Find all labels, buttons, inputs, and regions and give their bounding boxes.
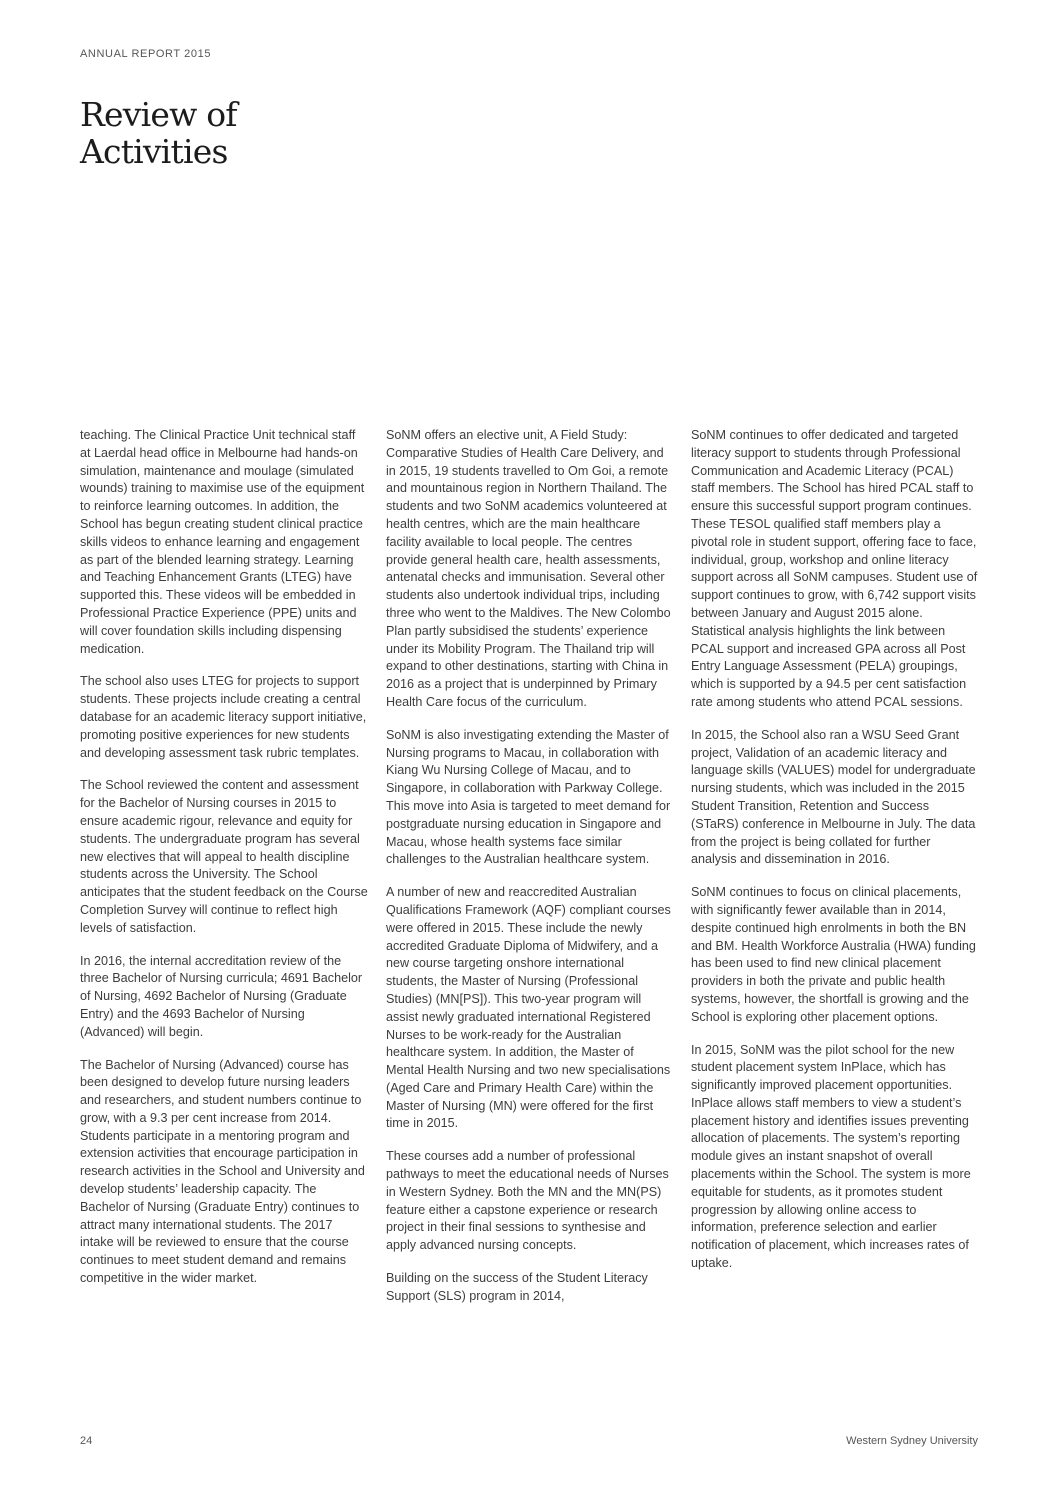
text-column-3 <box>691 427 979 1288</box>
page-title-line-2: Activities <box>80 132 228 171</box>
running-head: ANNUAL REPORT 2015 <box>80 48 212 60</box>
paragraph: A number of new and reaccredited Australian Qualifications Framework (AQF) compliant courses were offered in 2015. These include the newly accredited Graduate Diploma of Midwifery, and a new course targeting onshore international students, the Master of Nursing (Professional Studies) (MN[PS]). This two-year program will assist newly graduated international Registered Nurses to be work-ready for the Australian healthcare system. In addition, the Master of Mental Health Nursing and two new specialisations (Aged Care and Primary Health Care) within the Master of Nursing (MN) were offered for the first time in 2015. <box>386 885 671 1131</box>
paragraph: SoNM offers an elective unit, A Field Study: Comparative Studies of Health Care Delivery, and in 2015, 19 students travelled to Om Goi, a remote and mountainous region in Northern Thailand. The students and two SoNM academics volunteered at health centres, which are the main healthcare facility available to local people. The centres provide general health care, health assessments, antenatal checks and immunisation. Several other students also undertook individual trips, including three who went to the Maldives. The New Colombo Plan partly subsidised the students’ experience under its Mobility Program. The Thailand trip will expand to other destinations, starting with China in 2016 as a project that is underpinned by Primary Health Care focus of the curriculum. <box>386 428 671 709</box>
paragraph: SoNM is also investigating extending the Master of Nursing programs to Macau, in collaboration with Kiang Wu Nursing College of Macau, and to Singapore, in collaboration with Parkway College. This move into Asia is targeted to meet demand for postgraduate nursing education in Singapore and Macau, whose health systems face similar challenges to the Australian healthcare system. <box>386 727 671 867</box>
page-number: 24 <box>80 1435 93 1447</box>
publisher-name: Western Sydney University <box>846 1435 978 1447</box>
paragraph: In 2015, SoNM was the pilot school for the new student placement system InPlace, which has significantly improved placement opportunities. InPlace allows staff members to view a student’s placement history and identifies issues preventing allocation of placements. The system’s reporting module gives an instant snapshot of overall placements within the School. The system is more equitable for students, as it promotes student progression by allowing online access to information, preference selection and earlier notification of placement, which increases rates of uptake. <box>691 1042 971 1271</box>
paragraph: These courses add a number of professional pathways to meet the educational needs of Nurses in Western Sydney. Both the MN and the MN(PS) feature either a capstone experience or research project in their final sessions to synthesise and apply advanced nursing concepts. <box>386 1149 669 1253</box>
paragraph: SoNM continues to focus on clinical placements, with significantly fewer available than in 2014, despite continued high enrolments in both the BN and BM. Health Workforce Australia (HWA) funding has been used to find new clinical placement providers in both the private and public health systems, however, the shortfall is growing and the School is exploring other placement options. <box>691 885 976 1024</box>
paragraph: In 2015, the School also ran a WSU Seed Grant project, Validation of an academic literacy and language skills (VALUES) model for undergraduate nursing students, which was included in the 2015 Student Transition, Retention and Success (STaRS) conference in Melbourne in July. The data from the project is being collated for further analysis and dissemination in 2016. <box>691 727 976 867</box>
paragraph: SoNM continues to offer dedicated and targeted literacy support to students through Professional Communication and Academic Literacy (PCAL) staff members. The School has hired PCAL staff to ensure this successful support program continues. These TESOL qualified staff members play a pivotal role in student support, offering face to face, individual, group, workshop and online literacy support across all SoNM campuses. Student use of support continues to grow, with 6,742 support visits between January and August 2015 alone. Statistical analysis highlights the link between PCAL support and increased GPA across all Post Entry Language Assessment (PELA) groupings, which is supported by a 94.5 per cent satisfaction rate among students who attend PCAL sessions. <box>691 428 978 709</box>
paragraph: The School reviewed the content and assessment for the Bachelor of Nursing courses in 2015 to ensure academic rigour, relevance and equity for students. The undergraduate program has several new electives that will appeal to health discipline students across the University. The School anticipates that the student feedback on the Course Completion Survey will continue to reflect high levels of satisfaction. <box>80 778 368 935</box>
text-column-1 <box>80 427 368 1303</box>
paragraph: Building on the success of the Student Literacy Support (SLS) program in 2014, <box>386 1271 648 1303</box>
page-title <box>80 96 380 170</box>
page-title-line-1: Review of <box>80 95 237 134</box>
paragraph: teaching. The Clinical Practice Unit technical staff at Laerdal head office in Melbourne had hands-on simulation, maintenance and moulage (simulated wounds) training to maximise use of the equipment to reinforce learning outcomes. In addition, the School has begun creating student clinical practice skills videos to enhance learning and engagement as part of the blended learning strategy. Learning and Teaching Enhancement Grants (LTEG) have supported this. These videos will be embedded in Professional Practice Experience (PPE) units and will cover foundation skills including dispensing medication. <box>80 428 365 656</box>
paragraph: The Bachelor of Nursing (Advanced) course has been designed to develop future nursing leaders and researchers, and student numbers continue to grow, with a 9.3 per cent increase from 2014. Students participate in a mentoring program and extension activities that encourage participation in research activities in the School and University and develop students’ leadership capacity. The Bachelor of Nursing (Graduate Entry) continues to attract many international students. The 2017 intake will be reviewed to ensure that the course continues to meet student demand and remains competitive in the wider market. <box>80 1057 365 1286</box>
text-column-2 <box>386 427 674 1321</box>
paragraph: The school also uses LTEG for projects to support students. These projects include creating a central database for an academic literacy support initiative, promoting positive experiences for new students and developing assessment task rubric templates. <box>80 674 367 760</box>
paragraph: In 2016, the internal accreditation review of the three Bachelor of Nursing curricula; 4691 Bachelor of Nursing, 4692 Bachelor of Nursing (Graduate Entry) and the 4693 Bachelor of Nursing (Advanced) will begin. <box>80 953 363 1039</box>
